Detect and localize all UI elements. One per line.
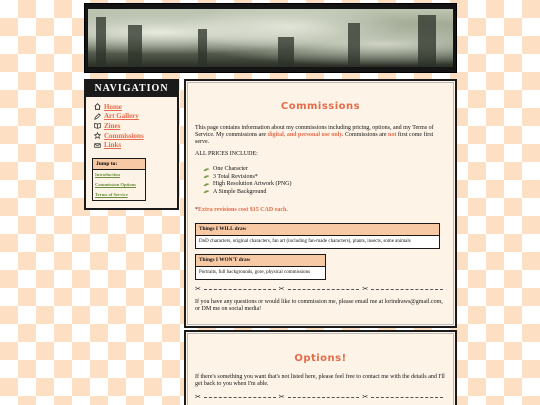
options-title: Options! [294, 353, 347, 364]
commissions-card [184, 79, 457, 328]
intro-text: This page contains information about my commissions including pricing, options, and my Terms of Service. My commissions are [195, 125, 434, 138]
intro-text-end: first come first serve. [195, 132, 434, 145]
leaf-bullet-icon [203, 190, 210, 194]
include-text: 3 Total Revisions* [213, 173, 258, 180]
nav-link-home[interactable]: Home [104, 102, 122, 111]
forest-banner-image [88, 9, 453, 67]
options-paragraph: If there's something you want that's not listed here, please feel free to contact me with the details and I'll get back to you when I'm able. [195, 374, 445, 387]
leaf-bullet-icon [203, 175, 210, 179]
include-text: A Simple Background [213, 188, 267, 195]
header-banner [84, 3, 457, 73]
wont-draw-box [195, 254, 326, 280]
navigation-panel [84, 79, 179, 210]
house-icon [94, 103, 101, 110]
list-item [203, 189, 446, 197]
asterisk: * [195, 207, 198, 213]
will-draw-body: DnD characters, original characters, fan art (including fan-made characters), plants, insects, some animals [199, 239, 411, 244]
nav-item-art-gallery[interactable] [94, 112, 177, 122]
nav-item-zines[interactable] [94, 121, 177, 131]
commissions-title: Commissions [280, 101, 361, 112]
nav-link-art-gallery[interactable]: Art Gallery [104, 112, 139, 121]
nav-link-zines[interactable]: Zines [104, 121, 121, 130]
book-icon [94, 122, 101, 129]
options-card [184, 330, 457, 405]
will-draw-box [195, 223, 440, 249]
jump-link-terms-of-service[interactable]: Terms of Service [95, 191, 128, 197]
extra-revisions-note [195, 207, 446, 214]
jump-link-commission-options[interactable]: Commission Options [95, 181, 136, 187]
scissors-icon: ✂ [362, 285, 369, 293]
nav-title: NAVIGATION [86, 81, 177, 97]
extra-revisions-text: Extra revisions cost $15 CAD each. [198, 207, 288, 213]
nav-item-links[interactable] [94, 140, 177, 150]
scissor-divider [195, 394, 446, 401]
will-draw-title: Things I WILL draw [196, 224, 439, 236]
pencil-icon [94, 113, 101, 120]
envelope-icon [94, 142, 101, 149]
nav-link-commissions[interactable]: Commissions [104, 131, 144, 140]
list-item [203, 181, 446, 189]
nav-item-commissions[interactable] [94, 131, 177, 141]
prices-heading: ALL PRICES INCLUDE: [195, 151, 258, 157]
scissors-icon: ✂ [195, 393, 201, 401]
intro-highlight-not: not [388, 132, 397, 138]
star-icon [94, 132, 101, 139]
list-item [203, 166, 446, 174]
intro-paragraph [195, 125, 446, 146]
leaf-bullet-icon [203, 183, 210, 187]
scissors-icon: ✂ [195, 285, 201, 293]
scissor-divider [195, 286, 446, 293]
jump-to-title: Jump to: [93, 159, 145, 170]
nav-item-home[interactable] [94, 102, 177, 112]
leaf-bullet-icon [203, 168, 210, 172]
nav-link-links[interactable]: Links [104, 141, 122, 150]
nav-list [86, 97, 177, 150]
include-text: One Character [213, 166, 248, 173]
list-item [203, 174, 446, 182]
include-text: High Resolution Artwork (PNG) [213, 181, 292, 188]
scissors-icon: ✂ [278, 285, 285, 293]
scissors-icon: ✂ [362, 393, 369, 401]
jump-link-introduction[interactable]: Introduction [95, 171, 120, 177]
wont-draw-title: Things I WON'T draw [196, 255, 325, 267]
intro-text-mid: Commissions are [343, 132, 389, 138]
includes-list [203, 166, 446, 196]
contact-paragraph: If you have any questions or would like to commission me, please email me at lorindraws@gmail.com, or DM me on social media! [195, 299, 443, 312]
jump-to-box [92, 158, 146, 201]
wont-draw-body: Portraits, full backgrounds, gore, physical commissions [199, 270, 311, 275]
scissors-icon: ✂ [278, 393, 285, 401]
intro-highlight-personal: digital, and personal use only. [267, 132, 344, 138]
